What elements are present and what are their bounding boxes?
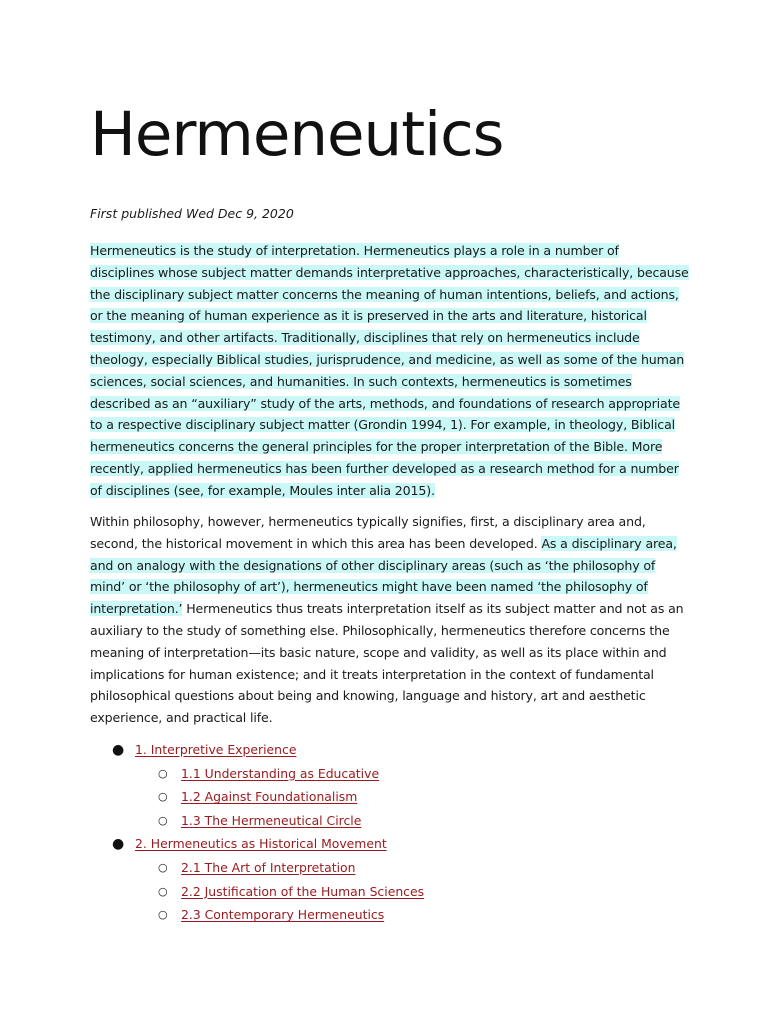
highlighted-text: the disciplinary subject matter concerns the meaning of human intentions, beliefs, and actions, [90, 286, 679, 302]
paragraph-line [90, 458, 686, 480]
toc-link-hermeneutical-circle[interactable]: 1.3 The Hermeneutical Circle [181, 812, 362, 828]
philosophy-paragraph [90, 511, 686, 729]
paragraph-line [90, 327, 686, 349]
paragraph-line [90, 436, 686, 458]
hollow-bullet-icon: ○ [158, 790, 168, 804]
paragraph-line [90, 598, 686, 620]
paragraph-line [90, 533, 686, 555]
paragraph-line [90, 664, 686, 686]
toc-link-historical-movement[interactable]: 2. Hermeneutics as Historical Movement [135, 836, 387, 852]
highlighted-text: described as an “auxiliary” study of the arts, methods, and foundations of research appropriate [90, 395, 680, 411]
highlighted-text: As a disciplinary area, [541, 535, 677, 551]
highlighted-text: mind’ or ‘the philosophy of art’), hermeneutics might have been named ‘the philosophy of [90, 579, 648, 595]
toc-link-contemporary-hermeneutics[interactable]: 2.3 Contemporary Hermeneutics [181, 907, 385, 923]
highlighted-text: hermeneutics concerns the general principles for the proper interpretation of the Bible. More [90, 439, 663, 455]
paragraph-line [90, 555, 686, 577]
hollow-bullet-icon: ○ [158, 908, 168, 922]
paragraph-line [90, 707, 686, 729]
publication-date: First published Wed Dec 9, 2020 [90, 206, 294, 221]
paragraph-line [90, 414, 686, 436]
hollow-bullet-icon: ○ [158, 861, 168, 874]
paragraph-line [90, 480, 686, 502]
filled-bullet-icon: ● [112, 742, 125, 758]
filled-bullet-icon: ● [112, 836, 125, 853]
plain-text: Hermeneutics thus treats interpretation itself as its subject matter and not as an [182, 601, 684, 617]
highlighted-text: Hermeneutics is the study of interpretation. Hermeneutics plays a role in a number of [90, 243, 619, 258]
hollow-bullet-icon: ○ [158, 766, 168, 780]
highlighted-text: and on analogy with the designations of other disciplinary areas (such as ‘the philosophy of [90, 557, 656, 573]
toc-link-interpretive-experience[interactable]: 1. Interpretive Experience [135, 742, 297, 757]
toc-link-art-of-interpretation[interactable]: 2.1 The Art of Interpretation [181, 860, 356, 875]
plain-text: auxiliary to the study of something else. Philosophically, hermeneutics therefore concerns the [90, 622, 670, 638]
paragraph-line [90, 262, 689, 284]
paragraph-line [90, 349, 686, 371]
paragraph-line [90, 240, 686, 262]
highlighted-text: sciences, social sciences, and humanities. In such contexts, hermeneutics is sometimes [90, 373, 632, 389]
paragraph-line [90, 371, 686, 393]
plain-text: second, the historical movement in which this area has been developed. [90, 535, 542, 551]
plain-text: philosophical questions about being and knowing, language and history, art and aesthetic [90, 688, 646, 704]
paragraph-line [90, 620, 686, 642]
plain-text: meaning of interpretation—its basic nature, scope and validity, as well as its place within and [90, 644, 667, 660]
paragraph-line [90, 576, 686, 598]
highlighted-text: theology, especially Biblical studies, jurisprudence, and medicine, as well as some of the human [90, 351, 685, 367]
highlighted-text: to a respective disciplinary subject matter (Grondin 1994, 1). For example, in theology, Biblical [90, 417, 675, 433]
highlighted-text: interpretation.’ [90, 601, 183, 617]
plain-text: experience, and practical life. [90, 710, 273, 726]
paragraph-line [90, 511, 686, 533]
intro-paragraph [90, 240, 689, 502]
paragraph-line [90, 393, 686, 415]
paragraph-line [90, 284, 686, 306]
plain-text: Within philosophy, however, hermeneutics typically signifies, first, a disciplinary area and, [90, 514, 646, 529]
hollow-bullet-icon: ○ [158, 884, 168, 898]
hollow-bullet-icon: ○ [158, 813, 168, 827]
highlighted-text: disciplines whose subject matter demands interpretative approaches, characteristically, because [90, 264, 689, 280]
plain-text: implications for human existence; and it treats interpretation in the context of fundamental [90, 666, 654, 682]
toc-link-understanding-as-educative[interactable]: 1.1 Understanding as Educative [181, 765, 380, 781]
toc-link-against-foundationalism[interactable]: 1.2 Against Foundationalism [181, 789, 358, 805]
paragraph-line [90, 685, 686, 707]
toc-link-justification-human-sciences[interactable]: 2.2 Justification of the Human Sciences [181, 883, 425, 899]
highlighted-text: or the meaning of human experience as it is preserved in the arts and literature, historical [90, 308, 647, 324]
paragraph-line [90, 305, 686, 327]
paragraph-line [90, 642, 686, 664]
highlighted-text: testimony, and other artifacts. Traditionally, disciplines that rely on hermeneutics include [90, 330, 640, 346]
page-title: Hermeneutics [90, 99, 504, 170]
highlighted-text: recently, applied hermeneutics has been further developed as a research method for a number [90, 460, 679, 476]
highlighted-text: of disciplines (see, for example, Moules inter alia 2015). [90, 482, 435, 498]
